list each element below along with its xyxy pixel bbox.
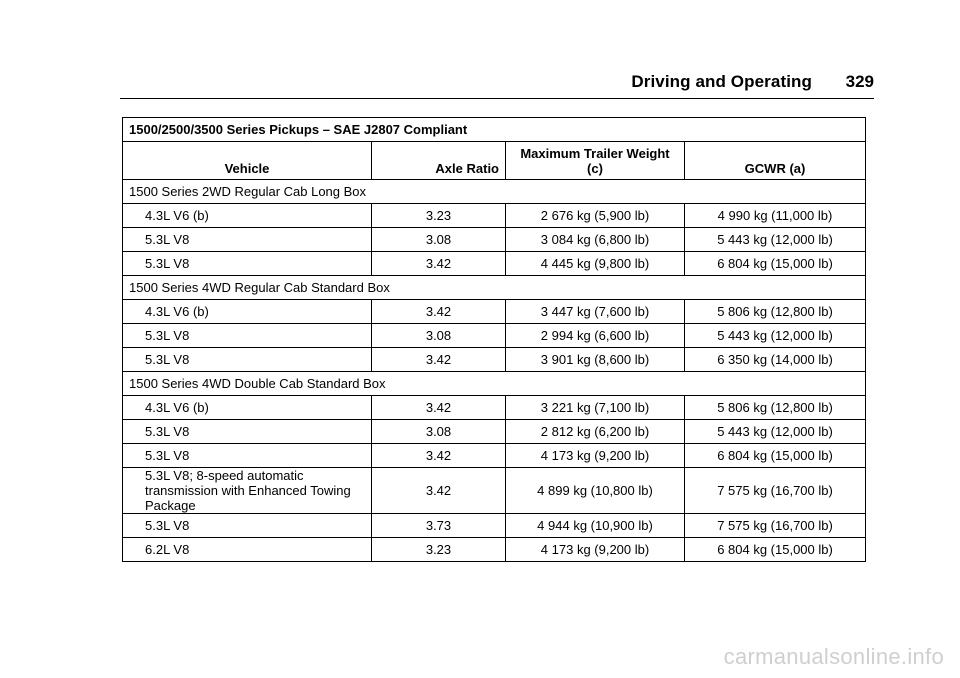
max-trailer-weight-cell: 4 445 kg (9,800 lb) (506, 252, 685, 276)
max-trailer-weight-cell: 2 812 kg (6,200 lb) (506, 420, 685, 444)
vehicle-cell: 4.3L V6 (b) (123, 204, 372, 228)
table-row (123, 252, 866, 276)
max-trailer-weight-cell: 4 173 kg (9,200 lb) (506, 444, 685, 468)
table-row (123, 444, 866, 468)
max-trailer-weight-cell: 3 901 kg (8,600 lb) (506, 348, 685, 372)
axle-ratio-cell: 3.08 (372, 420, 506, 444)
vehicle-cell: 5.3L V8 (123, 324, 372, 348)
table-row (123, 396, 866, 420)
axle-ratio-cell: 3.73 (372, 514, 506, 538)
gcwr-cell: 5 443 kg (12,000 lb) (685, 324, 866, 348)
axle-ratio-cell: 3.08 (372, 228, 506, 252)
group-heading: 1500 Series 2WD Regular Cab Long Box (123, 180, 866, 204)
table-row (123, 468, 866, 514)
section-title: Driving and Operating (631, 72, 812, 91)
table-row (123, 420, 866, 444)
page-header (120, 72, 874, 99)
axle-ratio-cell: 3.42 (372, 300, 506, 324)
gcwr-cell: 5 806 kg (12,800 lb) (685, 396, 866, 420)
column-header-vehicle: Vehicle (123, 142, 372, 180)
table-title: 1500/2500/3500 Series Pickups – SAE J2807 Compliant (123, 118, 866, 142)
table-header-row (123, 142, 866, 180)
gcwr-cell: 6 804 kg (15,000 lb) (685, 538, 866, 562)
axle-ratio-cell: 3.42 (372, 468, 506, 514)
table-row (123, 228, 866, 252)
table-row (123, 514, 866, 538)
max-trailer-weight-cell: 2 994 kg (6,600 lb) (506, 324, 685, 348)
gcwr-cell: 7 575 kg (16,700 lb) (685, 514, 866, 538)
max-trailer-weight-cell: 2 676 kg (5,900 lb) (506, 204, 685, 228)
max-trailer-weight-cell: 3 447 kg (7,600 lb) (506, 300, 685, 324)
axle-ratio-cell: 3.23 (372, 204, 506, 228)
table-row (123, 204, 866, 228)
table-title-row (123, 118, 866, 142)
gcwr-cell: 4 990 kg (11,000 lb) (685, 204, 866, 228)
vehicle-cell: 5.3L V8; 8-speed automatic transmission with Enhanced Towing Package (123, 468, 372, 514)
watermark: carmanualsonline.info (723, 644, 944, 669)
axle-ratio-cell: 3.42 (372, 396, 506, 420)
vehicle-cell: 5.3L V8 (123, 444, 372, 468)
table-row (123, 324, 866, 348)
column-header-gcwr: GCWR (a) (685, 142, 866, 180)
group-heading: 1500 Series 4WD Double Cab Standard Box (123, 372, 866, 396)
vehicle-cell: 4.3L V6 (b) (123, 396, 372, 420)
axle-ratio-cell: 3.42 (372, 348, 506, 372)
vehicle-cell: 5.3L V8 (123, 514, 372, 538)
axle-ratio-cell: 3.42 (372, 444, 506, 468)
vehicle-cell: 4.3L V6 (b) (123, 300, 372, 324)
table-row (123, 348, 866, 372)
vehicle-cell: 5.3L V8 (123, 228, 372, 252)
group-row (123, 276, 866, 300)
max-trailer-weight-cell: 4 173 kg (9,200 lb) (506, 538, 685, 562)
axle-ratio-cell: 3.08 (372, 324, 506, 348)
gcwr-cell: 5 443 kg (12,000 lb) (685, 420, 866, 444)
gcwr-cell: 6 804 kg (15,000 lb) (685, 252, 866, 276)
table-row (123, 538, 866, 562)
gcwr-cell: 6 350 kg (14,000 lb) (685, 348, 866, 372)
towing-spec-table (122, 117, 866, 562)
group-row (123, 180, 866, 204)
table-row (123, 300, 866, 324)
column-header-axle-ratio: Axle Ratio (372, 142, 506, 180)
group-row (123, 372, 866, 396)
gcwr-cell: 5 806 kg (12,800 lb) (685, 300, 866, 324)
vehicle-cell: 5.3L V8 (123, 348, 372, 372)
max-trailer-weight-cell: 3 221 kg (7,100 lb) (506, 396, 685, 420)
axle-ratio-cell: 3.42 (372, 252, 506, 276)
max-trailer-weight-cell: 3 084 kg (6,800 lb) (506, 228, 685, 252)
vehicle-cell: 5.3L V8 (123, 252, 372, 276)
max-trailer-weight-cell: 4 944 kg (10,900 lb) (506, 514, 685, 538)
vehicle-cell: 5.3L V8 (123, 420, 372, 444)
max-trailer-weight-cell: 4 899 kg (10,800 lb) (506, 468, 685, 514)
gcwr-cell: 6 804 kg (15,000 lb) (685, 444, 866, 468)
gcwr-cell: 5 443 kg (12,000 lb) (685, 228, 866, 252)
page-number: 329 (845, 72, 874, 91)
gcwr-cell: 7 575 kg (16,700 lb) (685, 468, 866, 514)
column-header-max-trailer-weight: Maximum Trailer Weight (c) (506, 142, 685, 180)
vehicle-cell: 6.2L V8 (123, 538, 372, 562)
group-heading: 1500 Series 4WD Regular Cab Standard Box (123, 276, 866, 300)
axle-ratio-cell: 3.23 (372, 538, 506, 562)
